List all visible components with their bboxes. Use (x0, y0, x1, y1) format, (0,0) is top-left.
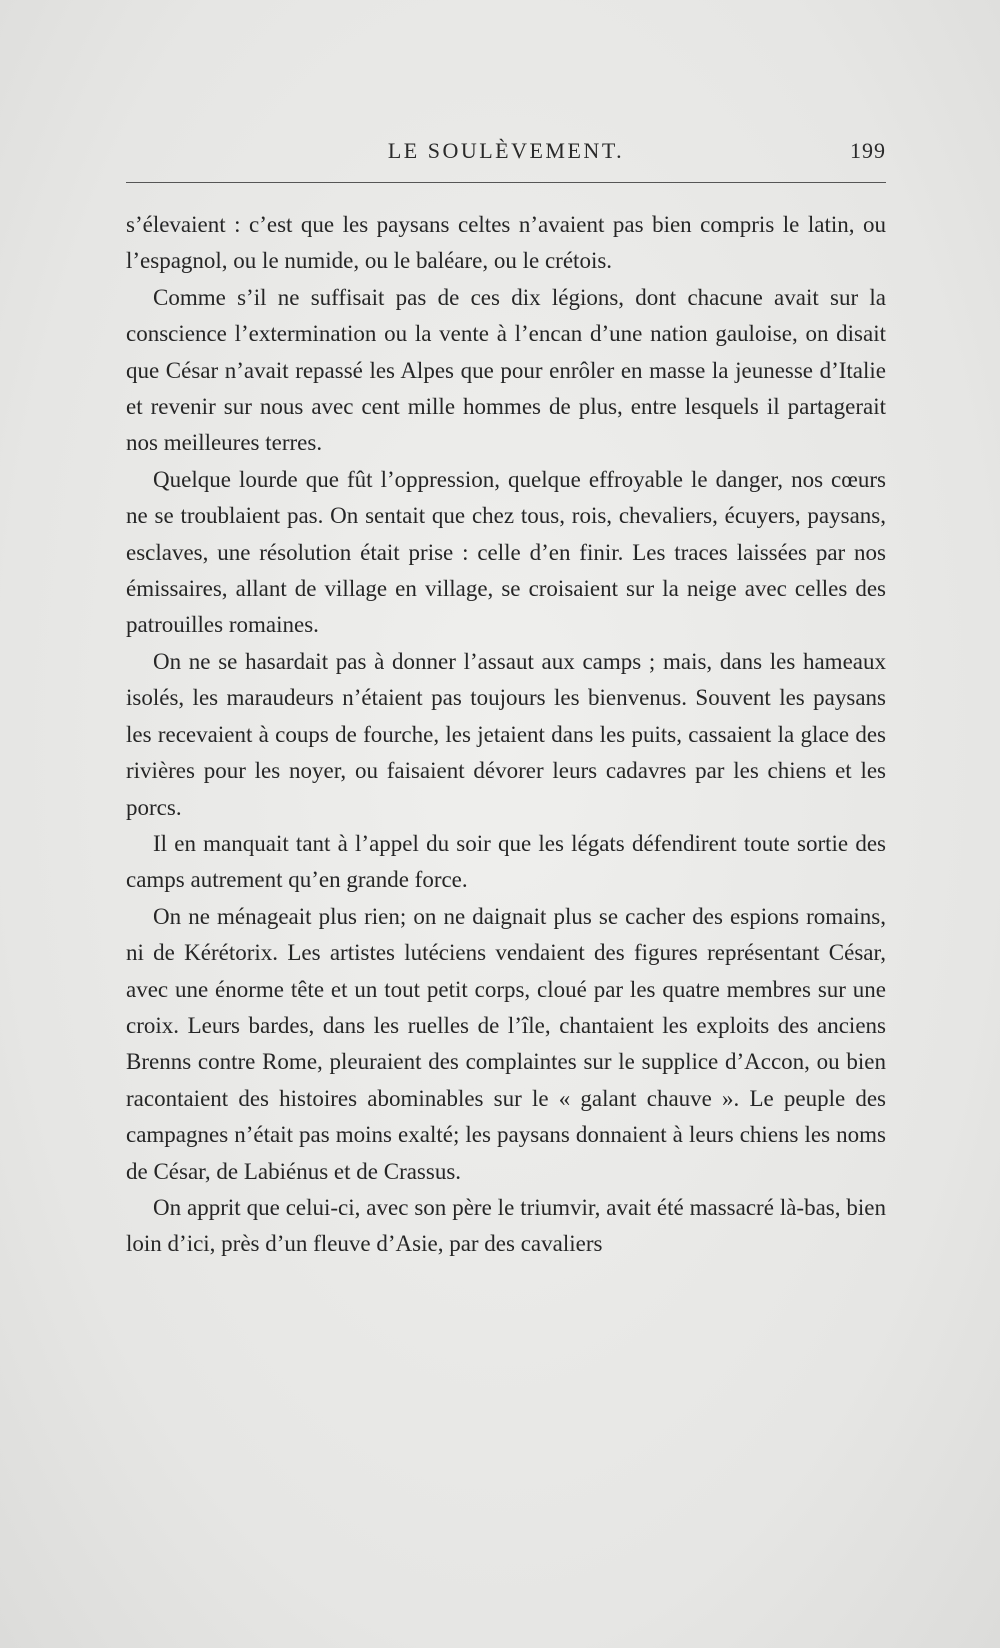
paragraph: On ne se hasardait pas à donner l’assaut aux camps ; mais, dans les hameaux isolés, les maraudeurs n’étaient pas toujours les bienvenus. Souvent les paysans les recevaient à coups de fourche, les jetaient dans les puits, cassaient la glace des rivières pour les noyer, ou faisaient dévorer leurs cadavres par les chiens et les porcs. (126, 648, 886, 820)
running-head (126, 133, 886, 169)
body-text (126, 207, 886, 1263)
page-number: 199 (850, 138, 886, 163)
paragraph: On ne ménageait plus rien; on ne daignait plus se cacher des espions romains, ni de Kérétorix. Les artistes lutéciens vendaient des figures représentant César, avec une énorme tête et un tout petit corps, cloué par les quatre membres sur une croix. Leurs bardes, dans les ruelles de l’île, chantaient les exploits des anciens Brenns contre Rome, pleuraient des complaintes sur le supplice d’Accon, ou bien racontaient des histoires abominables sur le « galant chauve ». Le peuple des campagnes n’était pas moins exalté; les paysans donnaient à leurs chiens les noms de César, de Labiénus et de Crassus. (126, 903, 886, 1184)
paragraph: On apprit que celui-ci, avec son père le triumvir, avait été massacré là-bas, bien loin d’ici, près d’un fleuve d’Asie, par des cavaliers (126, 1194, 886, 1257)
paragraph: s’élevaient : c’est que les paysans celtes n’avaient pas bien compris le latin, ou l’espagnol, ou le numide, ou le baléare, ou le crétois. (126, 212, 886, 274)
paragraph: Quelque lourde que fût l’oppression, quelque effroyable le danger, nos cœurs ne se troublaient pas. On sentait que chez tous, rois, chevaliers, écuyers, paysans, esclaves, une résolution était prise : celle d’en finir. Les traces laissées par nos émissaires, allant de village en village, se croisaient sur la neige avec celles des patrouilles romaines. (126, 466, 886, 638)
paragraph: Il en manquait tant à l’appel du soir que les légats défendirent toute sortie des camps autrement qu’en grande force. (126, 830, 886, 893)
header-rule (126, 182, 886, 183)
chapter-title: LE SOULÈVEMENT. (387, 138, 625, 163)
paragraph: Comme s’il ne suffisait pas de ces dix légions, dont chacune avait sur la conscience l’extermination ou la vente à l’encan d’une nation gauloise, on disait que César n’avait repassé les Alpes que pour enrôler en masse la jeunesse d’Italie et revenir sur nous avec cent mille hommes de plus, entre lesquels il partagerait nos meilleures terres. (126, 284, 886, 456)
